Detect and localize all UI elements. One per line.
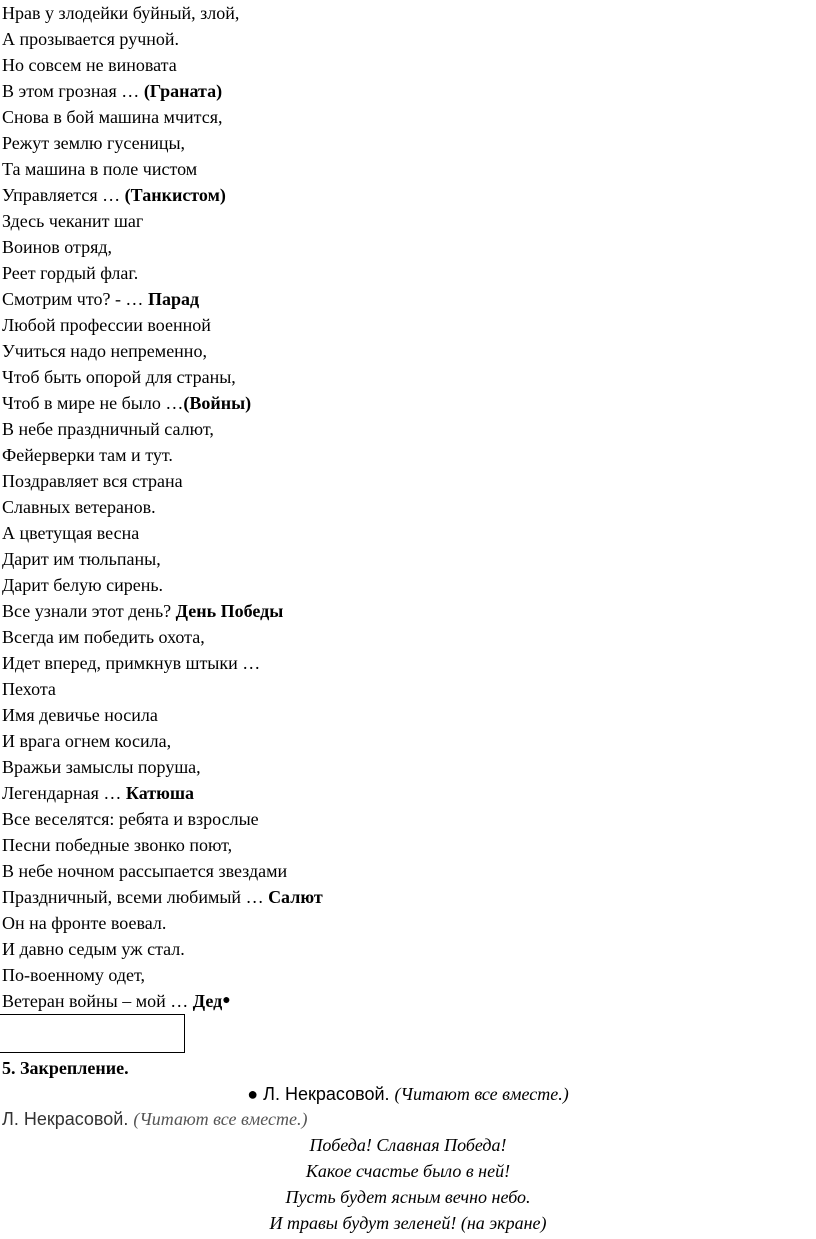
- riddle-line: [0, 650, 800, 676]
- riddle-text: Легендарная …: [2, 783, 126, 803]
- riddle-line: [0, 546, 800, 572]
- riddle-text: Учиться надо непременно,: [2, 341, 207, 361]
- riddle-line: [0, 572, 800, 598]
- riddle-answer: Дед: [192, 991, 223, 1011]
- riddle-line: [0, 312, 800, 338]
- riddle-line: [0, 962, 800, 988]
- riddle-line: [0, 390, 800, 416]
- riddle-line: [0, 936, 800, 962]
- riddle-text: Та машина в поле чистом: [2, 159, 198, 179]
- riddle-line: [0, 234, 800, 260]
- riddle-line: [0, 494, 800, 520]
- riddle-text: Воинов отряд,: [2, 237, 113, 257]
- poem-line: Победа! Славная Победа!: [309, 1135, 507, 1155]
- riddle-text: Пехота: [2, 679, 56, 699]
- riddle-line: [0, 130, 800, 156]
- riddle-text: Фейерверки там и тут.: [2, 445, 173, 465]
- riddle-line: [0, 208, 800, 234]
- riddle-line: [0, 260, 800, 286]
- riddle-text: Ветеран войны – мой …: [2, 991, 193, 1011]
- riddle-text: Здесь чеканит шаг: [2, 211, 144, 231]
- riddle-text: Чтоб быть опорой для страны,: [2, 367, 236, 387]
- riddle-text: Вражьи замыслы поруша,: [2, 757, 201, 777]
- riddle-line: [0, 858, 800, 884]
- riddle-text: Славных ветеранов.: [2, 497, 156, 517]
- riddle-answer: Катюша: [125, 783, 195, 803]
- riddle-text: Любой профессии военной: [2, 315, 211, 335]
- riddle-answer: День Победы: [175, 601, 284, 621]
- riddle-text: Все веселятся: ребята и взрослые: [2, 809, 259, 829]
- riddle-line: [0, 806, 800, 832]
- riddle-text: Нрав у злодейки буйный, злой,: [2, 3, 240, 23]
- riddle-line: [0, 338, 800, 364]
- riddle-line: [0, 624, 800, 650]
- poem-line: И травы будут зеленей! (на экране): [269, 1213, 547, 1233]
- riddle-line: [0, 182, 800, 208]
- bullet-icon: ●: [222, 993, 231, 1008]
- riddle-line: [0, 702, 800, 728]
- riddle-text: В небе праздничный салют,: [2, 419, 214, 439]
- riddle-text: Идет вперед, примкнув штыки …: [2, 653, 261, 673]
- riddle-line: [0, 364, 800, 390]
- riddle-text: А цветущая весна: [2, 523, 140, 543]
- riddle-text: Управляется …: [2, 185, 125, 205]
- riddle-line: [0, 156, 800, 182]
- riddle-text: И врага огнем косила,: [2, 731, 172, 751]
- riddle-text: По-военному одет,: [2, 965, 146, 985]
- riddle-line: [0, 780, 800, 806]
- riddle-text: Дарит белую сирень.: [2, 575, 164, 595]
- riddle-text: Все узнали этот день?: [2, 601, 176, 621]
- riddle-text: В небе ночном рассыпается звездами: [2, 861, 288, 881]
- riddle-text: Чтоб в мире не было …: [2, 393, 184, 413]
- riddle-text: Смотрим что? - …: [2, 289, 148, 309]
- riddle-text: Реет гордый флаг.: [2, 263, 139, 283]
- riddle-line: [0, 988, 800, 1014]
- riddle-line: [0, 754, 800, 780]
- riddle-line: [0, 832, 800, 858]
- riddle-line: [0, 884, 800, 910]
- riddle-line: [0, 26, 800, 52]
- riddle-line: [0, 78, 800, 104]
- author-line-repeat: [2, 1106, 308, 1132]
- riddle-answer: (Войны): [183, 393, 252, 413]
- riddle-line: [0, 286, 800, 312]
- riddle-line: [0, 520, 800, 546]
- riddle-answer: (Танкистом): [124, 185, 226, 205]
- riddle-line: [0, 442, 800, 468]
- riddle-answer: Парад: [147, 289, 200, 309]
- riddle-text: Песни победные звонко поют,: [2, 835, 233, 855]
- bullet-icon: ●: [247, 1084, 259, 1104]
- poem: [0, 1132, 816, 1236]
- riddle-text: Праздничный, всеми любимый …: [2, 887, 269, 907]
- riddle-text: Дарит им тюльпаны,: [2, 549, 161, 569]
- section-heading: 5. Закрепление.: [2, 1058, 129, 1078]
- riddle-line: [0, 676, 800, 702]
- riddle-line: [0, 728, 800, 754]
- riddle-text: Снова в бой машина мчится,: [2, 107, 223, 127]
- riddle-answer: (Граната): [143, 81, 223, 101]
- riddle-line: [0, 468, 800, 494]
- author-line-bulleted: [0, 1081, 816, 1107]
- riddle-text: Поздравляет вся страна: [2, 471, 183, 491]
- riddle-text: Всегда им победить охота,: [2, 627, 205, 647]
- empty-table-cell: [0, 1014, 185, 1053]
- riddle-text: А прозывается ручной.: [2, 29, 180, 49]
- riddle-line: [0, 52, 800, 78]
- riddle-text: Режут землю гусеницы,: [2, 133, 186, 153]
- author-name: Л. Некрасовой.: [263, 1084, 395, 1104]
- poem-line: Какое счастье было в ней!: [305, 1161, 511, 1181]
- riddle-text: Но совсем не виновата: [2, 55, 177, 75]
- author-note-repeat: (Читают все вместе.): [133, 1109, 308, 1129]
- riddle-line: [0, 0, 800, 26]
- riddle-line: [0, 910, 800, 936]
- riddle-text: Он на фронте воевал.: [2, 913, 167, 933]
- riddle-text: Имя девичье носила: [2, 705, 158, 725]
- riddle-line: [0, 104, 800, 130]
- riddle-answer: Салют: [268, 887, 323, 907]
- author-note: (Читают все вместе.): [394, 1084, 569, 1104]
- riddle-text: И давно седым уж стал.: [2, 939, 185, 959]
- poem-line: Пусть будет ясным вечно небо.: [285, 1187, 531, 1207]
- riddle-text: В этом грозная …: [2, 81, 144, 101]
- riddle-line: [0, 416, 800, 442]
- author-name-repeat: Л. Некрасовой.: [2, 1109, 134, 1129]
- riddle-line: [0, 598, 800, 624]
